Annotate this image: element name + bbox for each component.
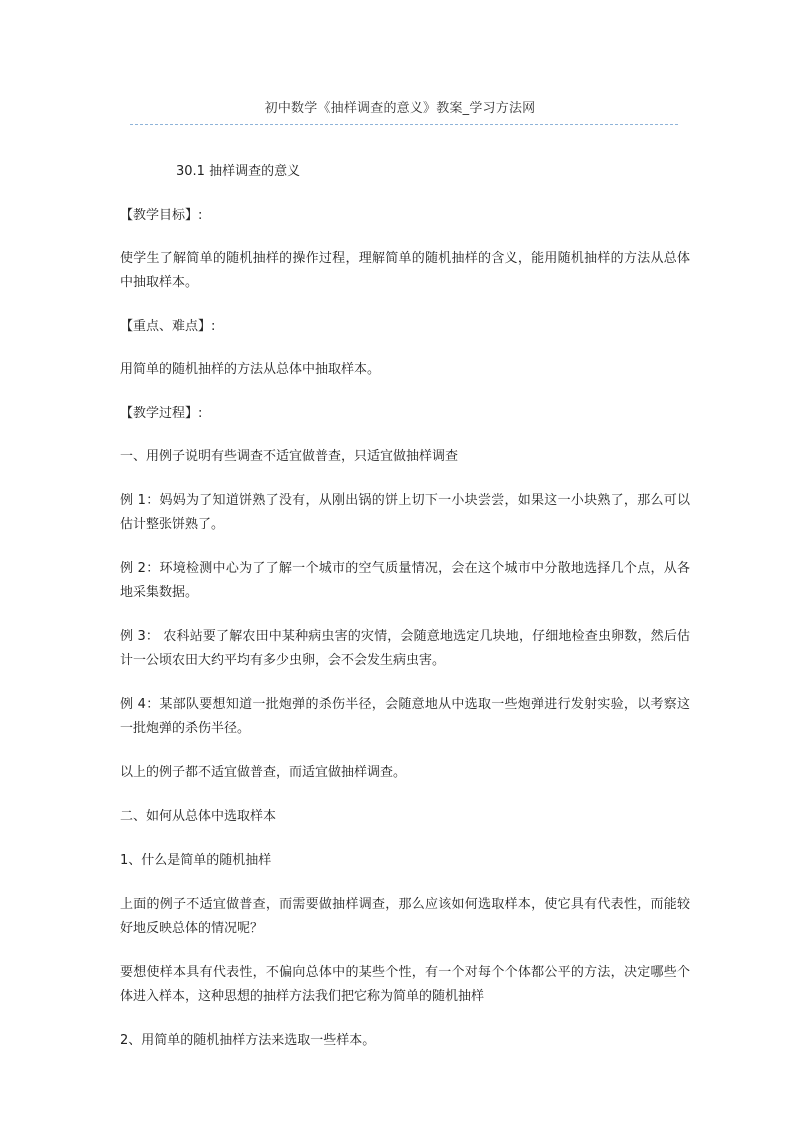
example-3: 例 3： 农科站要了解农田中某种病虫害的灾情，会随意地选定几块地，仔细地检查虫卵数，然后估计一公顷农田大约平均有多少虫卵，会不会发生病虫害。 (120, 629, 690, 668)
key-points-heading: 【重点、难点】: (120, 319, 216, 334)
part-one-title: 一、用例子说明有些调查不适宜做普查，只适宜做抽样调查 (120, 449, 459, 464)
header-dashed-divider (130, 124, 678, 125)
example-4: 例 4：某部队要想知道一批炮弹的杀伤半径，会随意地从中选取一些炮弹进行发射实验，以考察这一批炮弹的杀伤半径。 (120, 697, 690, 736)
section-title: 30.1 抽样调查的意义 (176, 164, 301, 179)
example-1: 例 1：妈妈为了知道饼熟了没有，从刚出锅的饼上切下一小块尝尝，如果这一小块熟了，那么可以估计整张饼熟了。 (120, 493, 690, 532)
subsection-2-title: 2、用简单的随机抽样方法来选取一些样本。 (120, 1033, 376, 1048)
part-two-title: 二、如何从总体中选取样本 (120, 809, 277, 824)
document-body (120, 160, 690, 1073)
example-2: 例 2：环境检测中心为了了解一个城市的空气质量情况，会在这个城市中分散地选择几个点，从各地采集数据。 (120, 561, 690, 600)
teaching-process-heading: 【教学过程】: (120, 406, 203, 421)
subsection-1-question: 上面的例子不适宜做普查，而需要做抽样调查，那么应该如何选取样本，使它具有代表性，而能较好地反映总体的情况呢？ (120, 897, 690, 936)
teaching-goal-text: 使学生了解简单的随机抽样的操作过程，理解简单的随机抽样的含义，能用随机抽样的方法从总体中抽取样本。 (120, 251, 690, 290)
subsection-1-answer: 要想使样本具有代表性，不偏向总体中的某些个性，有一个对每个个体都公平的方法，决定哪些个体进入样本，这种思想的抽样方法我们把它称为简单的随机抽样 (120, 965, 690, 1004)
key-points-text: 用简单的随机抽样的方法从总体中抽取样本。 (120, 362, 381, 377)
examples-summary: 以上的例子都不适宜做普查，而适宜做抽样调查。 (120, 765, 407, 780)
teaching-goal-heading: 【教学目标】: (120, 208, 203, 223)
document-header-title: 初中数学《抽样调查的意义》教案_学习方法网 (264, 101, 536, 116)
subsection-1-title: 1、什么是简单的随机抽样 (120, 853, 272, 868)
